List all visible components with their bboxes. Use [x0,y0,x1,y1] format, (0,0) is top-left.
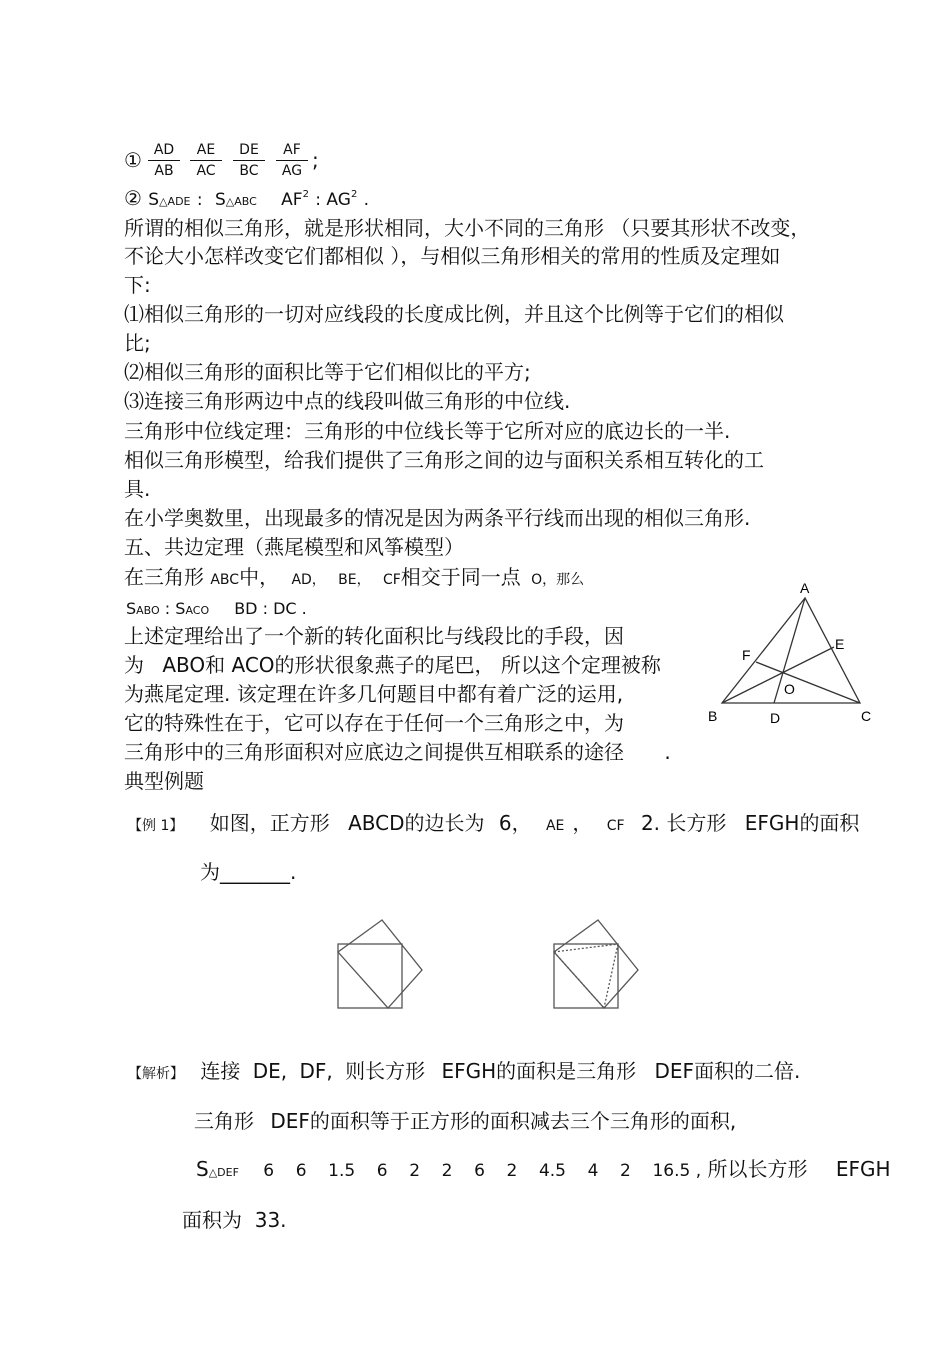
ratio-text: BD : DC . [234,599,307,618]
example-text: ， [572,811,593,835]
solution-text: 面积的二倍. [694,1059,801,1083]
square-figure-right [548,912,658,1022]
square-figure-left [332,912,442,1022]
label-a: A [800,580,810,596]
rectangle-efgh: EFGH [441,1059,497,1083]
solution-line-1 [128,1057,800,1089]
segment-be: BE， [338,572,371,588]
theorem-text: 中， [239,565,280,589]
paragraph-line: 下: [124,273,151,297]
paragraph-line: ⑴相似三角形的一切对应线段的长度成比例，并且这个比例等于它们的相似 [124,302,784,326]
side-length: 6， [498,811,532,835]
theorem-text: 为 [124,653,144,677]
paragraph-line: 比; [124,331,151,355]
rectangle-efgh-outline [338,920,422,1008]
label-c: C [861,708,872,724]
square-exponent: 2 [350,189,358,200]
solution-tag: 【解析】 [128,1066,184,1082]
example-text: 如图，正方形 [209,811,330,835]
section-heading: 五、共边定理（燕尾模型和风筝模型） [124,535,464,559]
paragraph-line: 具. [124,477,151,501]
solution-line-3 [196,1155,891,1187]
segment-de: DE, [252,1059,288,1083]
segment-cf: CF [606,818,625,834]
area-subscript: △ABC [225,195,257,208]
triangle-abc: ABC [210,572,240,588]
area-calculation: 6 6 1.5 6 2 2 6 2 4.5 4 2 16.5 , [263,1161,702,1181]
ratio-colon: : [196,190,203,210]
solution-text: 则长方形 [345,1059,426,1083]
formula-1-marker: ① [124,148,142,172]
segment-ae: AE [545,818,565,834]
fraction-numerator: AF [283,142,301,158]
paragraph-line: 所谓的相似三角形，就是形状相同，大小不同的三角形 （只要其形状不改变， [124,216,811,240]
area-subscript: ABO [136,604,160,617]
theorem-text: 三角形中的三角形面积对应底边之间提供互相联系的途径 [124,740,624,764]
fraction-numerator: AD [153,142,175,158]
rectangle-efgh: EFGH [835,1157,891,1181]
theorem-line-2 [126,594,307,625]
theorem-text: 相交于同一点 [400,565,521,589]
fraction-numerator: DE [239,142,259,158]
solution-text: 连接 [200,1059,241,1083]
paragraph-line: ⑶连接三角形两边中点的线段叫做三角形的中位线. [124,389,571,413]
area-symbol: S [196,1157,209,1181]
area-symbol: S [214,190,226,210]
solution-line-2 [194,1107,736,1136]
theorem-para-line: 它的特殊性在于，它可以存在于任何一个三角形之中，为 [124,711,624,735]
formula-2-end: . [363,190,370,210]
formula-2-marker: ② [124,186,142,210]
formula-2 [124,184,369,217]
segment-df: DF, [299,1059,333,1083]
theorem-line-1 [124,563,584,595]
paragraph-line: 相似三角形模型，给我们提供了三角形之间的边与面积关系相互转化的工 [124,448,764,472]
label-b: B [708,708,718,724]
example-1-line-2: 为_______. [200,860,297,884]
label-f: F [742,647,751,663]
square-exponent: 2 [302,189,309,200]
rectangle-efgh: EFGH [744,811,800,835]
fraction-numerator: AE [196,142,216,158]
area-subscript: ACO [185,604,210,617]
point-o: O，那么 [531,572,585,588]
segment-ag: : AG [315,190,351,210]
example-tag: 【例 1】 [128,818,184,834]
ratio-text: : S [164,599,186,618]
theorem-text: 在三角形 [124,565,204,589]
paragraph-line: ⑵相似三角形的面积比等于它们相似比的平方; [124,360,531,384]
solution-text: 三角形 [194,1109,254,1133]
triangle-def: DEF [654,1059,695,1083]
solution-line-4: 面积为 33. [182,1208,287,1232]
formula-1-end: ; [312,148,319,172]
area-subscript: △DEF [208,1166,239,1179]
fraction-denominator: AG [281,163,303,179]
fraction-denominator: AC [196,163,216,179]
square-abcd-outline [338,944,402,1008]
dashed-segment-ef [604,944,618,1008]
example-text: 的边长为 [404,811,485,835]
cevian-cf [756,662,860,703]
fraction-de-bc [231,141,267,180]
theorem-para-line [124,738,671,767]
paragraph-line: 在小学奥数里，出现最多的情况是因为两条平行线而出现的相似三角形. [124,506,751,530]
label-d: D [770,710,781,726]
theorem-text: ABO和 ACO的形状很象燕子的尾巴， 所以这个定理被称 [162,653,661,677]
square-abcd-outline [554,944,618,1008]
typical-examples-heading: 典型例题 [124,769,204,793]
area-symbol: S [126,599,137,618]
example-1-line-1 [128,809,859,841]
square-abcd: ABCD [348,811,405,835]
solution-text: 的面积是三角形 [496,1059,637,1083]
solution-text: 的面积等于正方形的面积减去三个三角形的面积, [309,1109,737,1133]
segment-cf: CF [382,572,401,588]
label-o: O [784,681,795,697]
fraction-denominator: AB [154,163,174,179]
segment-ad: AD， [291,572,326,588]
paragraph-line: 三角形中位线定理：三角形的中位线长等于它所对应的底边长的一半. [124,419,731,443]
example-text: 的面积 [799,811,860,835]
rectangle-efgh-outline [554,920,638,1008]
segment-af: AF [281,190,303,210]
swallowtail-triangle-figure [706,576,876,736]
fraction-ad-ab [146,141,182,180]
fraction-af-ag [274,141,310,180]
theorem-para-line: 上述定理给出了一个新的转化面积比与线段比的手段，因 [124,624,624,648]
area-symbol: S [148,190,160,210]
triangle-def: DEF [270,1109,310,1133]
paragraph-line: 不论大小怎样改变它们都相似 ），与相似三角形相关的常用的性质及定理如 [124,244,781,268]
theorem-period: . [664,740,671,764]
theorem-para-line [124,651,661,680]
fraction-ae-ac [188,141,224,180]
theorem-para-line: 为燕尾定理. 该定理在许多几何题目中都有着广泛的运用, [124,682,624,706]
solution-text: 所以长方形 [707,1157,808,1181]
fraction-denominator: BC [239,163,259,179]
area-subscript: △ADE [159,195,191,208]
label-e: E [835,636,845,652]
cevian-be [722,647,834,703]
example-text: 2. 长方形 [640,811,727,835]
